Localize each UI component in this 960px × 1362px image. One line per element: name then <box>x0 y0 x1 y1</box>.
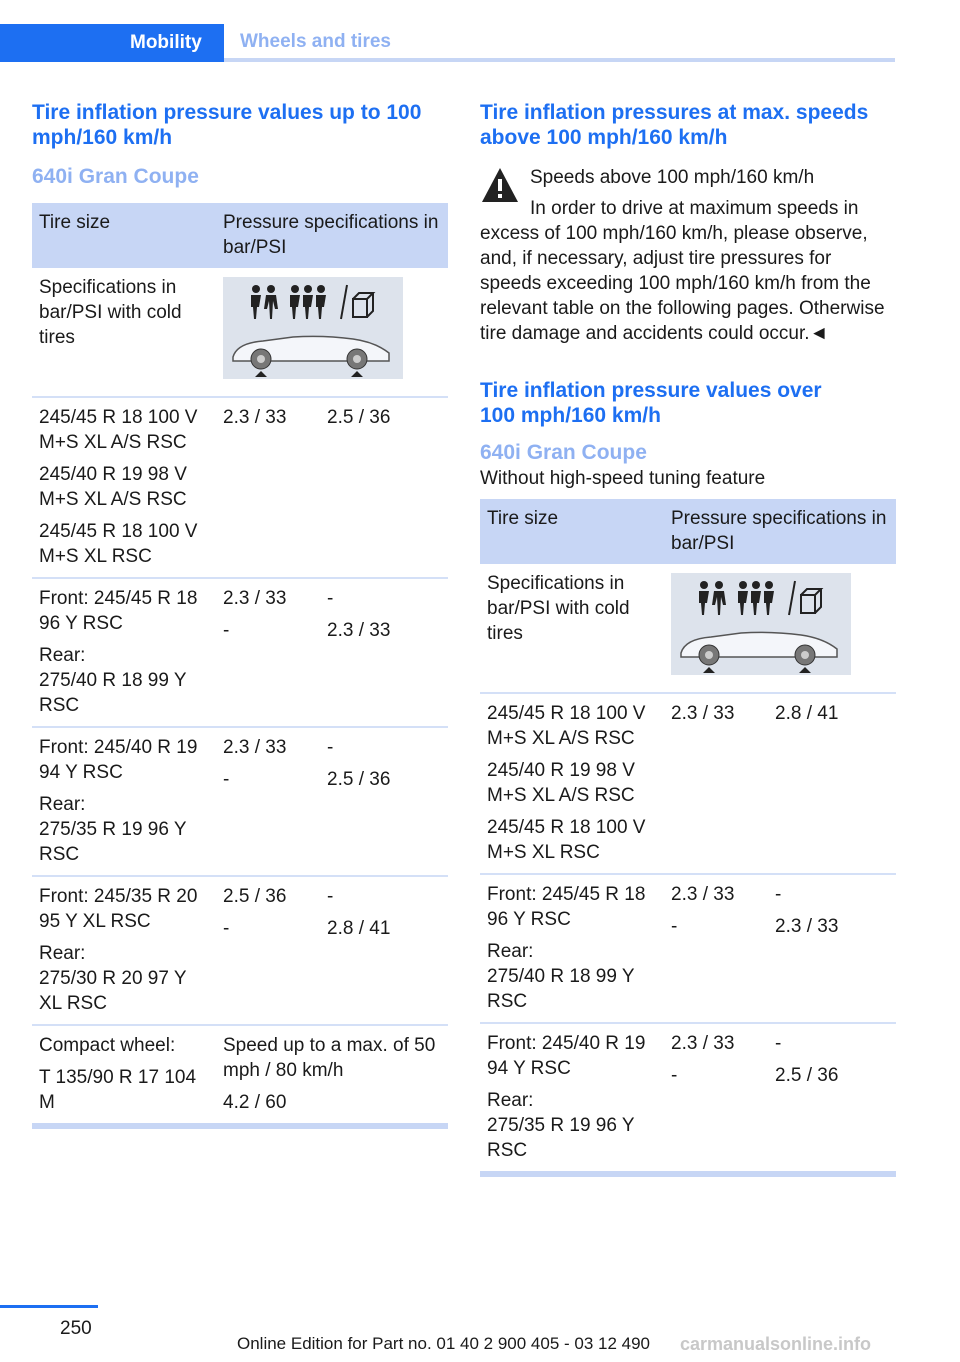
pressure-cell-2-line: 2.5 / 36 <box>327 407 391 428</box>
tire-size-cell-line: Front: 245/40 R 19 94 Y RSC <box>487 1033 646 1079</box>
header-section-tab: Mobility <box>0 24 224 62</box>
pressure-cell-1-line: 2.3 / 33 <box>223 407 287 428</box>
tire-size-cell-line: Rear: 275/30 R 20 97 Y XL RSC <box>39 943 187 1014</box>
pressure-cell-2 <box>768 1023 896 1174</box>
pressure-cell-1 <box>216 727 320 876</box>
table-row-compact-wheel <box>32 1025 448 1126</box>
tire-size-cell-line: Rear: 275/40 R 18 99 Y RSC <box>487 941 635 1012</box>
load-diagram-icon <box>223 277 403 379</box>
warning-title: Speeds above 100 mph/160 km/h <box>530 167 815 188</box>
table-row <box>480 1023 896 1174</box>
table-row-spec <box>480 564 896 693</box>
pressure-cell-1-line: 2.3 / 33 <box>671 884 735 905</box>
pressure-cell-2-line: 2.8 / 41 <box>327 918 391 939</box>
left-subheading: 640i Gran Coupe <box>32 165 199 188</box>
tire-size-cell-line: 245/45 R 18 100 V M+S XL A/S RSC <box>39 407 198 453</box>
pressure-cell-2 <box>320 876 448 1025</box>
tire-size-cell-line: Front: 245/35 R 20 95 Y XL RSC <box>39 886 198 932</box>
tire-size-cell <box>480 874 664 1023</box>
table-row <box>32 727 448 876</box>
right-heading-2: Tire inflation pressure values over 100 mph/160 km/h <box>480 379 822 427</box>
table-row <box>480 874 896 1023</box>
right-heading: Tire inflation pressures at max. speeds above 100 mph/160 km/h <box>480 101 869 149</box>
tire-size-cell-line: Compact wheel: <box>39 1035 176 1056</box>
tire-size-cell-line: 245/45 R 18 100 V M+S XL RSC <box>487 817 646 863</box>
pressure-cell-1-line: - <box>223 769 230 790</box>
pressure-cell-1 <box>216 578 320 727</box>
tire-size-cell-line: Rear: 275/35 R 19 96 Y RSC <box>39 794 187 865</box>
tire-size-cell <box>32 578 216 727</box>
table-row <box>32 876 448 1025</box>
pressure-cell-1-line: 2.3 / 33 <box>223 737 287 758</box>
pressure-cell-2 <box>768 874 896 1023</box>
pressure-cell-1 <box>664 874 768 1023</box>
tire-size-cell-line: 245/40 R 19 98 V M+S XL A/S RSC <box>39 464 187 510</box>
table-row <box>32 397 448 578</box>
pressure-cell-line: 4.2 / 60 <box>223 1092 287 1113</box>
pressure-cell <box>216 1025 448 1126</box>
pressure-cell-1-line: 2.3 / 33 <box>671 703 735 724</box>
left-pressure-table <box>32 203 448 1129</box>
tire-size-cell-line: 245/40 R 19 98 V M+S XL A/S RSC <box>487 760 635 806</box>
pressure-cell-1-line: - <box>223 620 230 641</box>
table-header-pressure: Pressure specifications in bar/PSI <box>216 203 448 268</box>
pressure-cell-1 <box>664 1023 768 1174</box>
pressure-cell-2-line: 2.3 / 33 <box>775 916 839 937</box>
tire-size-cell <box>480 1023 664 1174</box>
spec-label: Specifications in bar/PSI with cold tires <box>32 268 216 397</box>
load-diagram-icon <box>671 573 851 675</box>
watermark: carmanualsonline.info <box>680 1334 872 1354</box>
tire-size-cell-line: Rear: 275/35 R 19 96 Y RSC <box>487 1090 635 1161</box>
pressure-cell-1 <box>216 876 320 1025</box>
pressure-cell-1 <box>664 693 768 874</box>
pressure-cell-1-line: 2.3 / 33 <box>671 1033 735 1054</box>
left-column <box>32 100 448 1129</box>
pressure-cell-2-line: - <box>775 1033 782 1054</box>
tire-size-cell <box>32 397 216 578</box>
tire-size-cell-line: 245/45 R 18 100 V M+S XL RSC <box>39 521 198 567</box>
pressure-cell-2-line: - <box>327 588 334 609</box>
warning-text: In order to drive at maximum speeds in excess of 100 mph/160 km/h, please observe, and, if necessary, adjust tire pressures for speeds exceeding 100 mph/160 km/h from the relevant table on the following pages. Otherwise tire damage and accidents could occur.◄ <box>480 198 885 344</box>
pressure-cell-1-line: - <box>223 918 230 939</box>
header-subsection-tab: Wheels and tires <box>224 24 895 62</box>
spec-label: Specifications in bar/PSI with cold tires <box>480 564 664 693</box>
table-row <box>32 578 448 727</box>
pressure-cell-2-line: - <box>775 884 782 905</box>
tire-size-cell-line: 245/45 R 18 100 V M+S XL A/S RSC <box>487 703 646 749</box>
tire-size-cell <box>32 876 216 1025</box>
tire-size-cell-line: Front: 245/40 R 19 94 Y RSC <box>39 737 198 783</box>
pressure-cell-2 <box>768 693 896 874</box>
pressure-cell-1-line: - <box>671 916 678 937</box>
table-header-pressure: Pressure specifications in bar/PSI <box>664 499 896 564</box>
pressure-cell-1-line: 2.5 / 36 <box>223 886 287 907</box>
pressure-cell-2-line: 2.3 / 33 <box>327 620 391 641</box>
pressure-cell-2-line: - <box>327 737 334 758</box>
pressure-cell-2-line: 2.5 / 36 <box>775 1065 839 1086</box>
warning-icon <box>480 165 520 205</box>
pressure-cell-1 <box>216 397 320 578</box>
pressure-cell-2-line: 2.5 / 36 <box>327 769 391 790</box>
table-header-tire-size: Tire size <box>480 499 664 564</box>
right-column <box>480 100 896 1177</box>
warning-box <box>480 165 896 346</box>
pressure-cell-line: Speed up to a max. of 50 mph / 80 km/h <box>223 1035 436 1081</box>
right-pressure-table <box>480 499 896 1177</box>
pressure-cell-2 <box>320 727 448 876</box>
edition-text: Online Edition for Part no. 01 40 2 900 405 - 03 12 490 <box>237 1334 651 1353</box>
right-subheading: 640i Gran Coupe <box>480 441 647 464</box>
table-header-tire-size: Tire size <box>32 203 216 268</box>
tire-size-cell <box>480 693 664 874</box>
tire-size-cell <box>32 727 216 876</box>
footer-rule <box>0 1305 98 1308</box>
tire-size-cell-line: Rear: 275/40 R 18 99 Y RSC <box>39 645 187 716</box>
pressure-cell-2 <box>320 578 448 727</box>
page-number: 250 <box>60 1318 92 1339</box>
tire-size-cell-line: T 135/90 R 17 104 M <box>39 1067 197 1113</box>
pressure-cell-2-line: - <box>327 886 334 907</box>
pressure-cell-1-line: 2.3 / 33 <box>223 588 287 609</box>
tire-size-cell <box>32 1025 216 1126</box>
pressure-cell-2-line: 2.8 / 41 <box>775 703 839 724</box>
pressure-cell-1-line: - <box>671 1065 678 1086</box>
table-row-spec <box>32 268 448 397</box>
right-note: Without high-speed tuning feature <box>480 468 766 489</box>
tire-size-cell-line: Front: 245/45 R 18 96 Y RSC <box>487 884 646 930</box>
table-row <box>480 693 896 874</box>
tire-size-cell-line: Front: 245/45 R 18 96 Y RSC <box>39 588 198 634</box>
left-heading: Tire inflation pressure values up to 100 mph/160 km/h <box>32 101 422 149</box>
pressure-cell-2 <box>320 397 448 578</box>
